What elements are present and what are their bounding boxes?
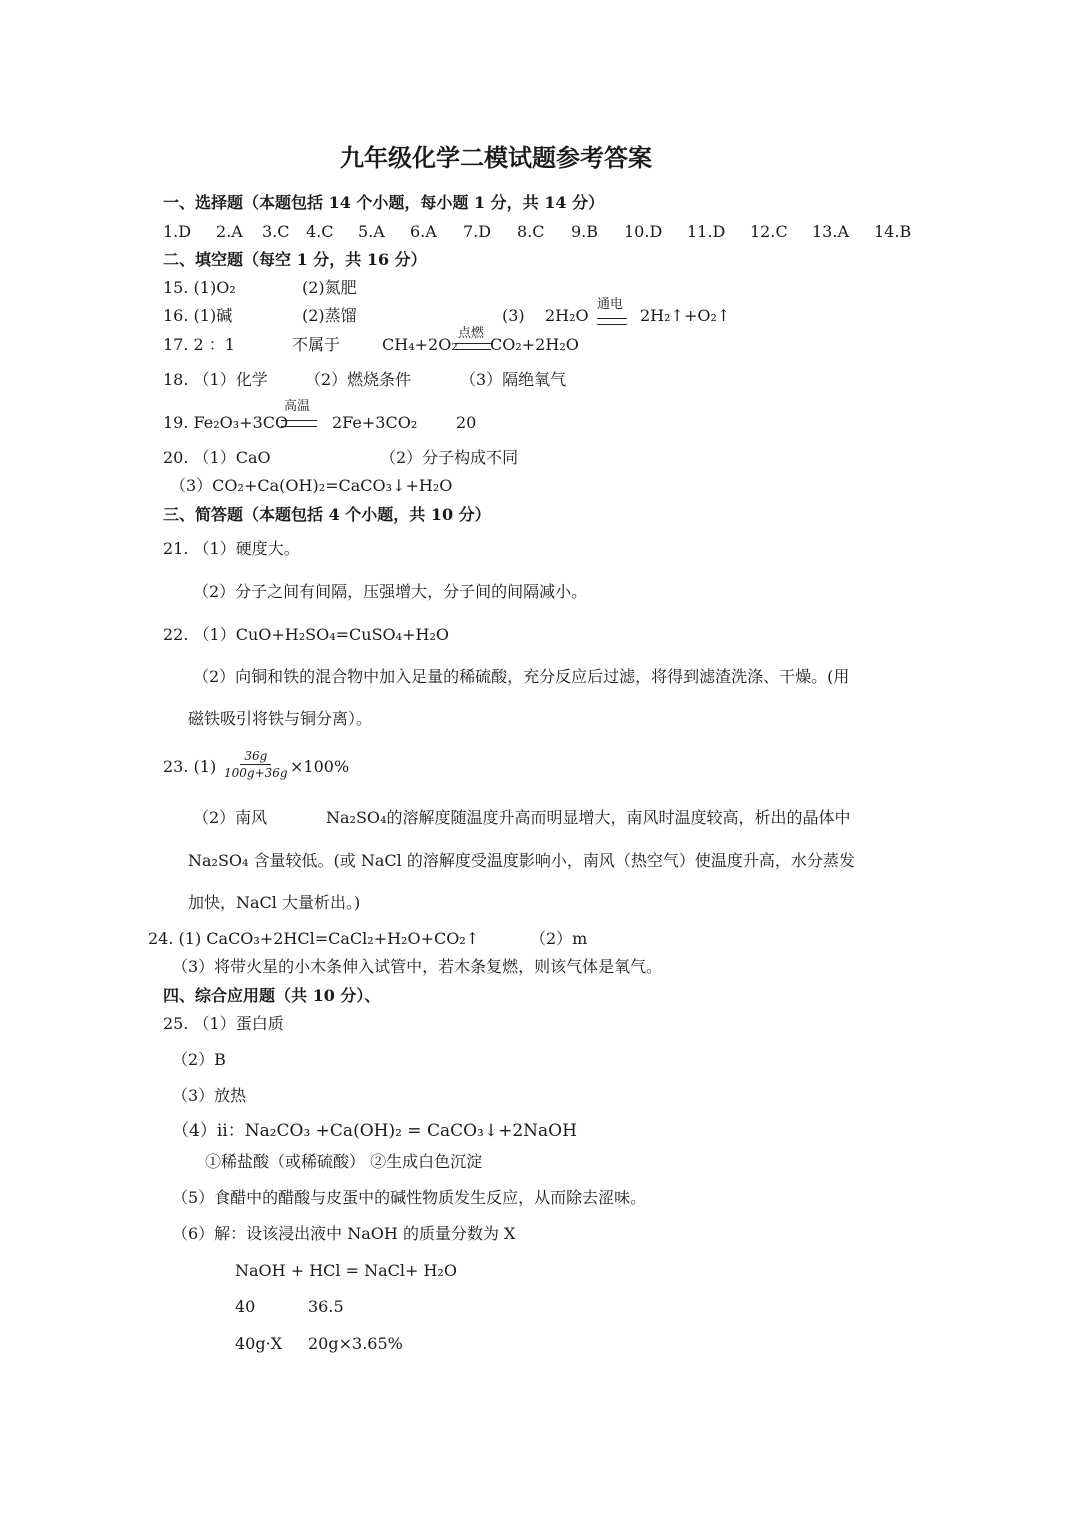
mc-answer-9: 9.B [571,222,599,241]
q17-equation-lhs: CH₄+2O₂ [382,335,458,354]
mc-answer-1: 1.D [163,222,192,241]
q16-part3-label: (3) [502,306,525,325]
q23-part2-line2: Na₂SO₄ 含量较低。(或 NaCl 的溶解度受温度影响小，南风（热空气）使温度升高，水分蒸发 [188,851,855,870]
q24-part1: 24. (1) CaCO₃+2HCl=CaCl₂+H₂O+CO₂↑ [148,929,480,948]
q23-part1-label: 23. (1) [163,757,217,776]
mc-answer-13: 13.A [812,222,849,241]
section-1-heading: 一、选择题（本题包括 14 个小题，每小题 1 分，共 14 分） [163,193,605,212]
q16-part1: 16. (1)碱 [163,306,233,325]
q22-part2-line1: （2）向铜和铁的混合物中加入足量的稀硫酸，充分反应后过滤，将得到滤渣洗涤、干燥。(用 [193,667,850,686]
q25-part5: （5）食醋中的醋酸与皮蛋中的碱性物质发生反应，从而除去涩味。 [172,1188,647,1207]
mc-answer-7: 7.D [463,222,492,241]
q20-part1: 20. （1）CaO [163,448,271,467]
q16-equation-lhs: 2H₂O [545,306,589,325]
mc-answer-6: 6.A [410,222,437,241]
q16-equation-rhs: 2H₂↑+O₂↑ [640,306,731,325]
q23-numerator: 36g [240,749,271,765]
mc-answer-11: 11.D [687,222,726,241]
q21-part1: 21. （1）硬度大。 [163,539,300,558]
q22-part2-line2: 磁铁吸引将铁与铜分离）。 [188,709,373,728]
q25-part1: 25. （1）蛋白质 [163,1014,284,1033]
mc-answer-12: 12.C [750,222,788,241]
section-3-heading: 三、简答题（本题包括 4 个小题，共 10 分） [163,505,491,524]
q18-part3: （3）隔绝氧气 [460,370,567,389]
mc-answer-4: 4.C [306,222,334,241]
q22-part1: 22. （1）CuO+H₂SO₄=CuSO₄+H₂O [163,625,449,644]
q16-part2: (2)蒸馏 [302,306,357,325]
q17-equation-rhs: CO₂+2H₂O [490,335,579,354]
q25-molar-mass-naoh: 40 [235,1297,256,1316]
q17-condition: 点燃 [458,326,485,341]
q19-condition: 高温 [284,399,311,414]
mc-answer-2: 2.A [216,222,243,241]
mc-answer-14: 14.B [874,222,912,241]
q17-equals-sign [455,343,491,350]
q19-equation-lhs: 19. Fe₂O₃+3CO [163,413,289,432]
q23-part2-line3: 加快，NaCl 大量析出。) [188,893,361,912]
q25-part3: （3）放热 [172,1086,247,1105]
mc-answer-5: 5.A [358,222,385,241]
q19-equation-rhs: 2Fe+3CO₂ [332,413,418,432]
section-4-heading: 四、综合应用题（共 10 分）、 [163,986,381,1005]
q23-denominator: 100g+36g [224,766,288,780]
q25-molar-mass-hcl: 36.5 [308,1297,344,1316]
q15-part1: 15. (1)O₂ [163,278,236,297]
q16-equals-sign [597,318,627,325]
mc-answer-3: 3.C [262,222,290,241]
q25-mass-hcl: 20g×3.65% [308,1334,403,1353]
q20-part3: （3）CO₂+Ca(OH)₂=CaCO₃↓+H₂O [170,476,453,495]
q23-percent: ×100% [290,757,350,776]
q21-part2: （2）分子之间有间隔，压强增大，分子间的间隔减小。 [193,582,588,601]
q25-mass-naoh: 40g·X [235,1334,283,1353]
q17-part1: 17. 2 ：1 [163,335,235,354]
q24-part2: （2）m [530,929,588,948]
q18-part1: 18. （1）化学 [163,370,268,389]
q25-part2: （2）B [172,1050,226,1069]
section-2-heading: 二、填空题（每空 1 分，共 16 分） [163,250,427,269]
q23-fraction [224,749,288,780]
mc-answer-10: 10.D [624,222,663,241]
mc-answer-8: 8.C [517,222,545,241]
q25-part6: （6）解：设该浸出液中 NaOH 的质量分数为 X [172,1224,516,1243]
q25-part4-line2: ①稀盐酸（或稀硫酸） ②生成白色沉淀 [205,1152,483,1171]
q25-part4: （4）ⅱ：Na₂CO₃ +Ca(OH)₂ = CaCO₃↓+2NaOH [172,1121,577,1141]
page-title: 九年级化学二模试题参考答案 [340,143,652,172]
q24-part3: （3）将带火星的小木条伸入试管中，若木条复燃，则该气体是氧气。 [172,957,663,976]
q18-part2: （2）燃烧条件 [305,370,412,389]
q16-condition: 通电 [597,297,624,312]
q25-equation: NaOH + HCl = NaCl+ H₂O [235,1261,457,1280]
q19-part2: 20 [456,413,477,432]
q17-part2: 不属于 [292,335,341,354]
q20-part2: （2）分子构成不同 [380,448,519,467]
q23-part2-line1: Na₂SO₄的溶解度随温度升高而明显增大，南风时温度较高，析出的晶体中 [326,808,851,827]
q23-part2-label: （2）南风 [193,808,268,827]
q15-part2: (2)氮肥 [302,278,357,297]
q19-equals-sign [281,420,317,427]
